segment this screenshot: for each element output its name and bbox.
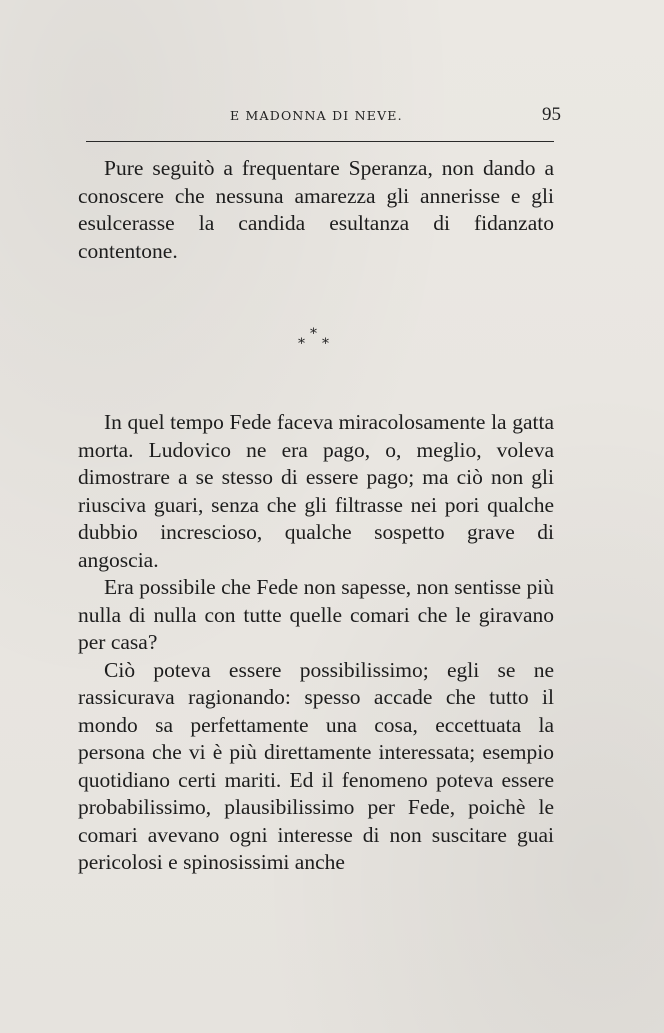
asterisk-right: * (322, 336, 329, 352)
running-head: E MADONNA DI NEVE. (230, 108, 403, 123)
paragraph: In quel tempo Fede faceva miracolosamente la gatta morta. Ludovico ne era pago, o, meglio, voleva dimostrare a se stesso di essere pago; ma ciò non gli riusciva guari, senza che gli filtrasse nei pori qualche dubbio increscioso, qualche sospetto grave di angoscia. (78, 410, 554, 572)
header-rule (86, 141, 554, 142)
text-block-after-break (78, 409, 554, 877)
section-break-asterism (286, 326, 346, 356)
page-header (78, 104, 561, 128)
text-block-before-break (78, 155, 554, 265)
paragraph: Ciò poteva essere possibilissimo; egli se ne rassicurava ragionando: spesso accade che tutto il mondo sa perfettamente una cosa, eccettuata la persona che vi è più direttamente interessata; esempio quotidiano certi mariti. Ed il fenomeno poteva essere probabilissimo, plausibilissimo per Fede, poichè le comari avevano ogni interesse di non suscitare guai pericolosi e spinosissimi anche (78, 657, 554, 874)
page-number: 95 (542, 104, 561, 125)
paragraph: Pure seguitò a frequentare Speranza, non dando a conoscere che nessuna amarezza gli annerisse e gli esulcerasse la candida esultanza di fidanzato contentone. (78, 156, 554, 263)
asterisk-left: * (298, 336, 305, 352)
paragraph: Era possibile che Fede non sapesse, non sentisse più nulla di nulla con tutte quelle comari che le giravano per casa? (78, 575, 554, 654)
asterisk-top: * (310, 326, 317, 342)
